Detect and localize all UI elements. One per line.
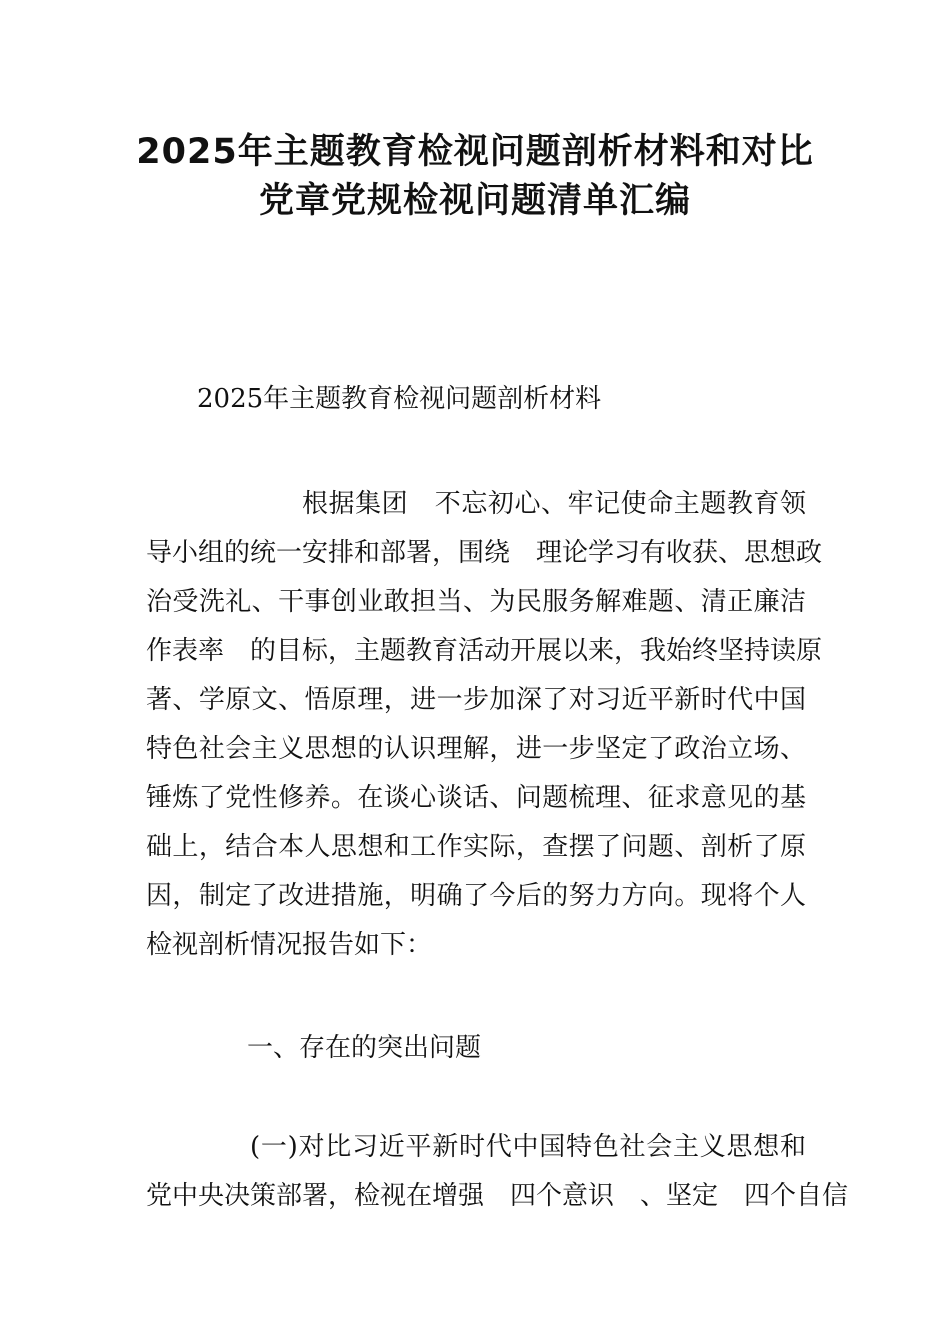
paragraph-line: 检视剖析情况报告如下： bbox=[146, 930, 433, 960]
paragraph-line: 治受洗礼、干事创业敢担当、为民服务解难题、清正廉洁 bbox=[146, 587, 806, 617]
intro-paragraph bbox=[146, 480, 823, 970]
section-heading: 一、存在的突出问题 bbox=[247, 1033, 482, 1063]
paragraph-line: 因，制定了改进措施，明确了今后的努力方向。现将个人 bbox=[146, 881, 806, 911]
paragraph-line: 特色社会主义思想的认识理解，进一步坚定了政治立场、 bbox=[146, 734, 806, 764]
document-title-line-2: 党章党规检视问题清单汇编 bbox=[258, 181, 691, 221]
document-title-line-1: 2025年主题教育检视问题剖析材料和对比 bbox=[136, 132, 814, 172]
paragraph-line: 础上，结合本人思想和工作实际，查摆了问题、剖析了原 bbox=[146, 832, 806, 862]
problem-paragraph bbox=[146, 1123, 849, 1221]
section-subtitle: 2025年主题教育检视问题剖析材料 bbox=[197, 384, 602, 414]
paragraph-line: 党中央决策部署，检视在增强 四个意识 、坚定 四个自信 bbox=[146, 1181, 849, 1211]
paragraph-line: 作表率 的目标，主题教育活动开展以来，我始终坚持读原 bbox=[146, 636, 823, 666]
paragraph-line: 锤炼了党性修养。在谈心谈话、问题梳理、征求意见的基 bbox=[146, 783, 806, 813]
paragraph-line: (一)对比习近平新时代中国特色社会主义思想和 bbox=[250, 1132, 806, 1162]
paragraph-line: 根据集团 不忘初心、牢记使命主题教育领 bbox=[302, 489, 806, 519]
paragraph-line: 导小组的统一安排和部署，围绕 理论学习有收获、思想政 bbox=[146, 538, 823, 568]
paragraph-line: 著、学原文、悟原理，进一步加深了对习近平新时代中国 bbox=[146, 685, 806, 715]
